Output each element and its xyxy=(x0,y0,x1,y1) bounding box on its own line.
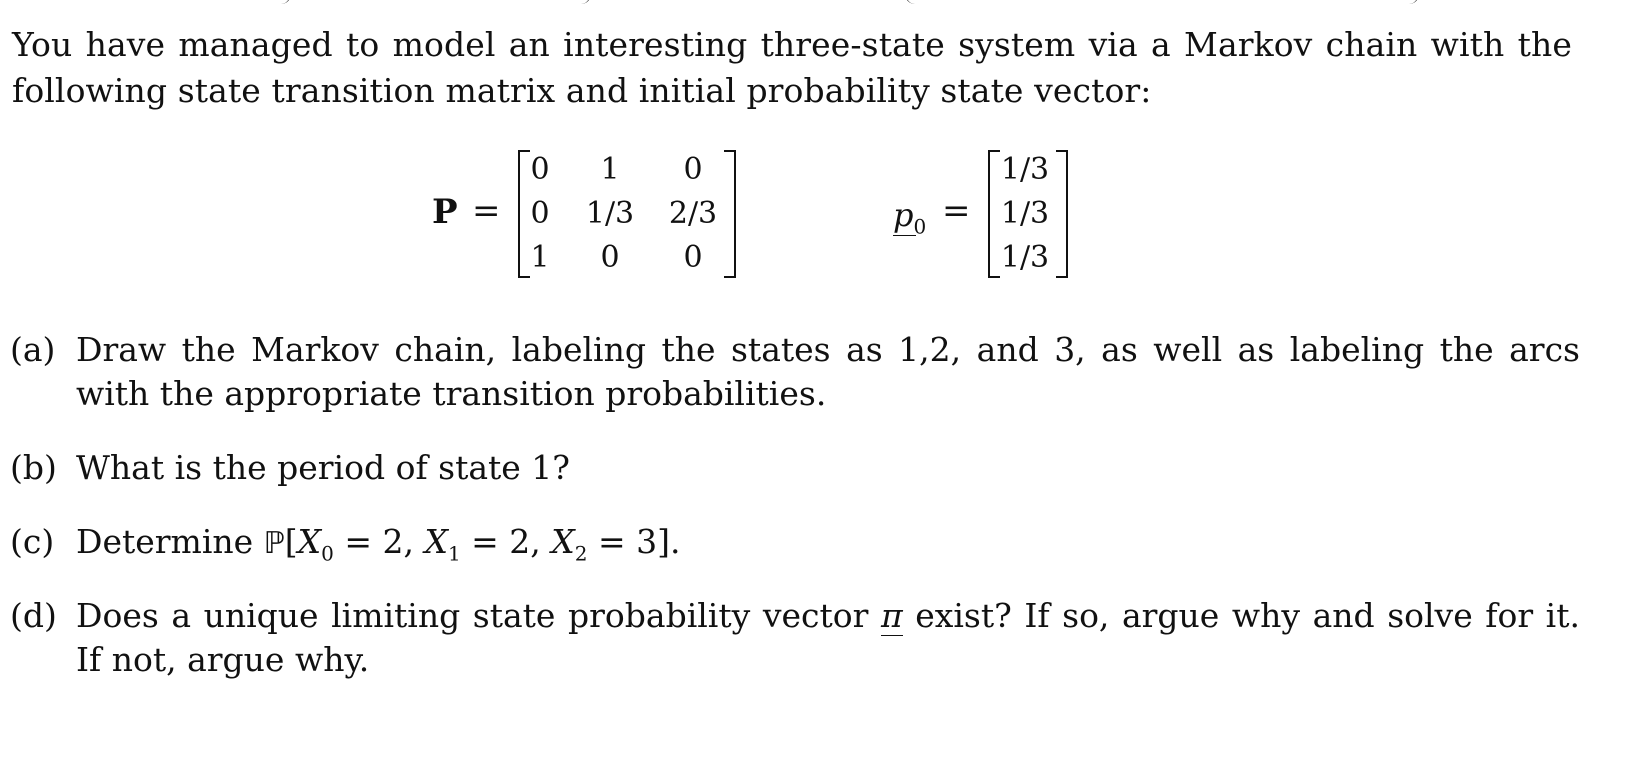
question-d-text xyxy=(76,594,1580,682)
var-x0-sub: 0 xyxy=(321,541,334,566)
var-x1-sub: 1 xyxy=(447,541,461,566)
question-c-label: (c) xyxy=(10,522,55,561)
intro-paragraph xyxy=(12,22,1572,114)
clipped-glyph xyxy=(280,0,291,4)
question-a xyxy=(10,328,1580,416)
question-d xyxy=(10,594,1580,682)
matrix-p-cell: 1/3 xyxy=(585,196,635,231)
eq-3: = 3]. xyxy=(587,522,681,561)
eq-2: = 2, xyxy=(460,522,552,561)
question-b-text: What is the period of state 1? xyxy=(76,448,570,487)
matrix-p-cell: 0 xyxy=(683,152,703,187)
var-x2: X xyxy=(551,522,575,561)
matrix-p-cell: 1 xyxy=(530,240,550,275)
matrix-p-cell: 0 xyxy=(530,152,550,187)
var-x1: X xyxy=(424,522,448,561)
question-a-text: Draw the Markov chain, labeling the states as 1,2, and 3, as well as labeling the arcs with the appropriate transition probabilities. xyxy=(76,330,1580,413)
question-d-before: Does a unique limiting state probability vector xyxy=(76,596,881,635)
intro-line-2: following state transition matrix and initial probability state vector: xyxy=(12,71,1152,110)
vector-p0-entry: 1/3 xyxy=(1000,152,1050,187)
clipped-glyph xyxy=(1408,0,1419,4)
question-a-label: (a) xyxy=(10,330,56,369)
matrix-p-cell: 0 xyxy=(683,240,703,275)
matrix-p-cell: 0 xyxy=(600,240,620,275)
question-c xyxy=(10,520,1580,576)
question-c-text xyxy=(76,520,1580,576)
vector-p0-entry: 1/3 xyxy=(1000,196,1050,231)
question-b xyxy=(10,446,1580,490)
vector-p0-entry: 1/3 xyxy=(1000,240,1050,275)
intro-line-1: You have managed to model an interesting three-state system via a Markov chain with the xyxy=(12,25,1572,64)
question-c-prefix: Determine xyxy=(76,522,264,561)
var-x0: X xyxy=(297,522,322,561)
vector-p0-equals: = xyxy=(942,191,971,231)
vector-p0-subscript: 0 xyxy=(913,214,927,239)
open-bracket: [ xyxy=(284,522,298,561)
probability-symbol: ℙ xyxy=(263,526,285,561)
question-d-label: (d) xyxy=(10,596,57,635)
matrix-p-name: P xyxy=(432,192,458,232)
matrix-p-equals: = xyxy=(472,191,501,231)
question-d-after: exist? If so, argue why and solve for it. If not, argue why. xyxy=(76,596,1580,679)
matrix-row xyxy=(0,140,1628,290)
var-x2-sub: 2 xyxy=(574,541,588,566)
question-b-label: (b) xyxy=(10,448,57,487)
vector-p0-letter: p xyxy=(893,196,914,234)
clipped-previous-line xyxy=(0,0,1628,10)
matrix-p-cell: 2/3 xyxy=(668,196,718,231)
clipped-glyph xyxy=(580,0,591,4)
matrix-p-cell: 0 xyxy=(530,196,550,231)
pi-vector-symbol: π xyxy=(880,596,903,635)
eq-1: = 2, xyxy=(333,522,425,561)
vector-underline xyxy=(893,235,916,236)
clipped-glyph xyxy=(905,0,916,4)
matrix-p-cell: 1 xyxy=(600,152,620,187)
vector-p0-symbol xyxy=(893,196,926,238)
